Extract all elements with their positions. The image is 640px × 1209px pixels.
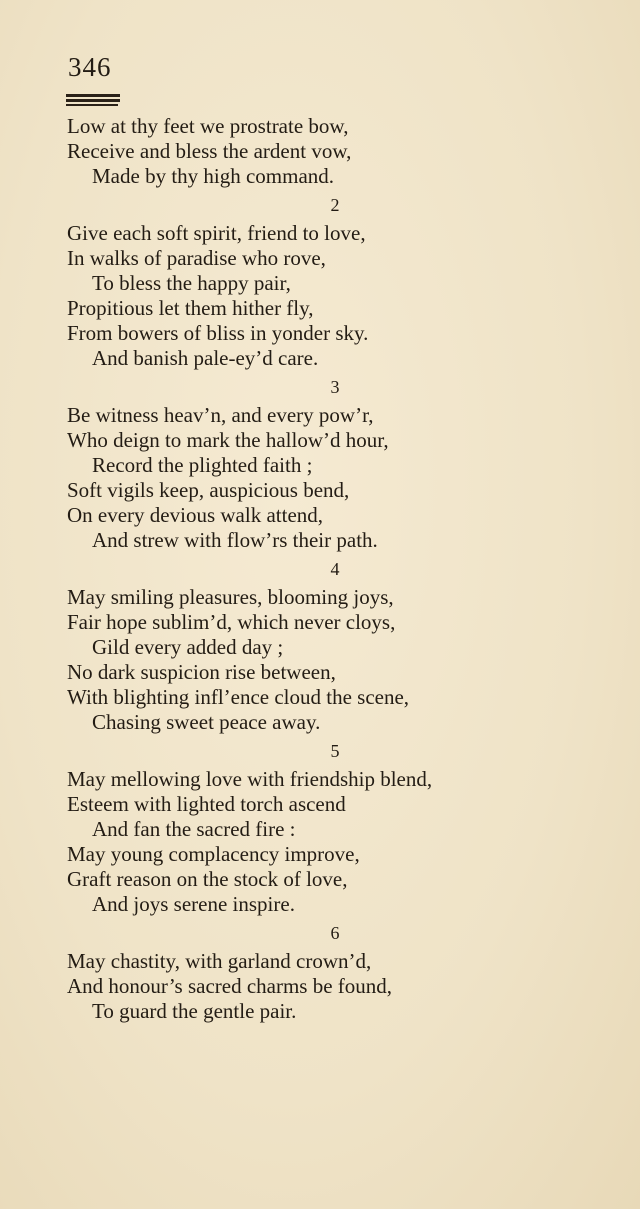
poem-line: Who deign to mark the hallow’d hour, [67, 428, 389, 452]
stanza-5 [0, 735, 640, 917]
poem-line: Graft reason on the stock of love, [67, 867, 348, 891]
poem-line: May mellowing love with friendship blend, [67, 767, 433, 791]
stanza-4 [0, 553, 640, 735]
poem [0, 114, 640, 1024]
poem-line: May smiling pleasures, blooming joys, [67, 585, 394, 609]
header-rule [66, 99, 120, 102]
poem-line: And honour’s sacred charms be found, [67, 974, 393, 998]
poem-line: Made by thy high command. [92, 164, 335, 188]
stanza-number: 4 [330, 559, 340, 579]
poem-line: Give each soft spirit, friend to love, [67, 221, 366, 245]
stanza-number: 5 [330, 741, 340, 761]
poem-line: May chastity, with garland crown’d, [67, 949, 372, 973]
poem-line: To bless the happy pair, [92, 271, 291, 295]
poem-line: And strew with flow’rs their path. [92, 528, 378, 552]
poem-line: Receive and bless the ardent vow, [67, 139, 352, 163]
stanza-2 [0, 189, 640, 371]
poem-line: And joys serene inspire. [92, 892, 295, 916]
poem-line: From bowers of bliss in yonder sky. [67, 321, 369, 345]
poem-line: Be witness heav’n, and every pow’r, [67, 403, 374, 427]
poem-line: Record the plighted faith ; [92, 453, 313, 477]
poem-line: Low at thy feet we prostrate bow, [67, 114, 349, 138]
poem-line: And fan the sacred fire : [92, 817, 296, 841]
header-rule [66, 94, 120, 97]
poem-line: To guard the gentle pair. [92, 999, 297, 1023]
stanza-number: 2 [330, 195, 340, 215]
page-number: 346 [68, 52, 112, 82]
stanza-number: 3 [330, 377, 340, 397]
poem-line: May young complacency improve, [67, 842, 360, 866]
poem-line: Propitious let them hither fly, [67, 296, 314, 320]
poem-line: In walks of paradise who rove, [67, 246, 326, 270]
stanza-6 [0, 917, 640, 1024]
poem-line: With blighting infl’ence cloud the scene, [67, 685, 410, 709]
poem-line: No dark suspicion rise between, [67, 660, 336, 684]
poem-line: On every devious walk attend, [67, 503, 324, 527]
stanza-1 [0, 114, 640, 189]
header-rule [66, 104, 118, 106]
poem-line: Fair hope sublim’d, which never cloys, [67, 610, 396, 634]
poem-line: Soft vigils keep, auspicious bend, [67, 478, 350, 502]
poem-line: Esteem with lighted torch ascend [67, 792, 346, 816]
stanza-3 [0, 371, 640, 553]
poem-line: And banish pale-ey’d care. [92, 346, 319, 370]
poem-line: Chasing sweet peace away. [92, 710, 321, 734]
poem-line: Gild every added day ; [92, 635, 284, 659]
stanza-number: 6 [330, 923, 340, 943]
